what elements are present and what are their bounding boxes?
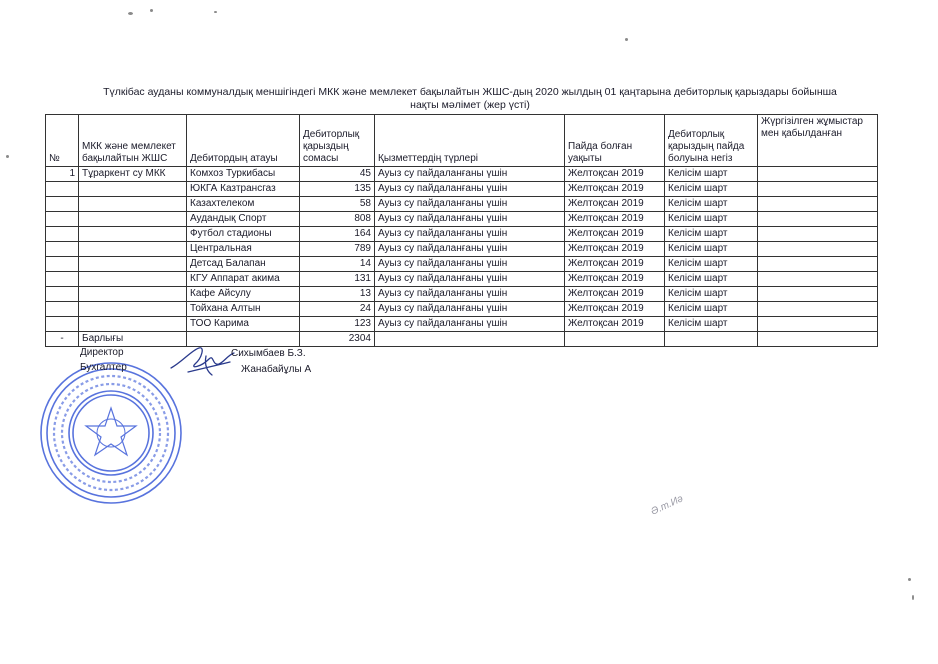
- cell-num: [46, 287, 79, 302]
- cell-date: Желтоқсан 2019: [565, 227, 665, 242]
- cell-date: Желтоқсан 2019: [565, 182, 665, 197]
- cell-work: [758, 302, 878, 317]
- cell-amount: 45: [300, 167, 375, 182]
- scan-speck: [912, 595, 914, 600]
- header-debtor: Дебитордың атауы: [187, 115, 300, 167]
- cell-amount: 14: [300, 257, 375, 272]
- director-signature: [168, 342, 238, 378]
- scan-speck: [128, 12, 133, 15]
- cell-basis: Келісім шарт: [665, 212, 758, 227]
- header-num: №: [46, 115, 79, 167]
- cell-date: Желтоқсан 2019: [565, 197, 665, 212]
- table-row: [46, 272, 878, 287]
- cell-org: [79, 197, 187, 212]
- cell-org: Тұраркент су МКК: [79, 167, 187, 182]
- header-services: Қызметтердің түрлері: [375, 115, 565, 167]
- cell-num: [46, 272, 79, 287]
- cell-work: [758, 242, 878, 257]
- table-row: [46, 257, 878, 272]
- total-empty: [758, 332, 878, 347]
- cell-date: Желтоқсан 2019: [565, 242, 665, 257]
- scan-speck: [908, 578, 911, 581]
- cell-services: Ауыз су пайдаланғаны үшін: [375, 197, 565, 212]
- cell-num: [46, 212, 79, 227]
- title-line-1: Түлкібас ауданы коммуналдық меншігіндегі МКК және мемлекет бақылайтын ЖШС-дың 2020 жылдың 01 қаңтарына дебиторлық қарыздары бойынша: [103, 86, 837, 98]
- cell-basis: Келісім шарт: [665, 257, 758, 272]
- table-row: [46, 182, 878, 197]
- cell-num: [46, 242, 79, 257]
- cell-amount: 789: [300, 242, 375, 257]
- cell-num: [46, 197, 79, 212]
- director-label: Директор: [80, 347, 124, 358]
- cell-amount: 135: [300, 182, 375, 197]
- cell-basis: Келісім шарт: [665, 167, 758, 182]
- cell-work: [758, 317, 878, 332]
- cell-work: [758, 167, 878, 182]
- cell-work: [758, 227, 878, 242]
- cell-services: Ауыз су пайдаланғаны үшін: [375, 212, 565, 227]
- cell-debtor: КГУ Аппарат акима: [187, 272, 300, 287]
- cell-date: Желтоқсан 2019: [565, 287, 665, 302]
- cell-basis: Келісім шарт: [665, 197, 758, 212]
- cell-debtor: Аудандық Спорт: [187, 212, 300, 227]
- cell-work: [758, 212, 878, 227]
- total-empty: [375, 332, 565, 347]
- cell-basis: Келісім шарт: [665, 317, 758, 332]
- accountant-name: Жанабайұлы А: [241, 364, 312, 375]
- cell-basis: Келісім шарт: [665, 242, 758, 257]
- cell-services: Ауыз су пайдаланғаны үшін: [375, 272, 565, 287]
- accountant-label: Бухгалтер: [80, 362, 127, 373]
- cell-num: [46, 182, 79, 197]
- total-label: Барлығы: [79, 332, 187, 347]
- cell-services: Ауыз су пайдаланғаны үшін: [375, 257, 565, 272]
- table-row: [46, 197, 878, 212]
- cell-num: [46, 257, 79, 272]
- document-title: [60, 86, 880, 112]
- scan-speck: [625, 38, 628, 41]
- cell-org: [79, 227, 187, 242]
- cell-amount: 58: [300, 197, 375, 212]
- header-work: Жүргізілген жұмыстар мен қабылданған: [758, 115, 878, 167]
- cell-amount: 164: [300, 227, 375, 242]
- cell-services: Ауыз су пайдаланғаны үшін: [375, 287, 565, 302]
- cell-org: [79, 272, 187, 287]
- scan-speck: [6, 155, 9, 158]
- cell-work: [758, 257, 878, 272]
- cell-amount: 123: [300, 317, 375, 332]
- cell-org: [79, 182, 187, 197]
- table-row: [46, 302, 878, 317]
- cell-amount: 24: [300, 302, 375, 317]
- cell-debtor: Детсад Балапан: [187, 257, 300, 272]
- cell-num: [46, 302, 79, 317]
- header-org: МКК және мемлекет бақылайтын ЖШС: [79, 115, 187, 167]
- cell-num: [46, 227, 79, 242]
- cell-org: [79, 257, 187, 272]
- cell-services: Ауыз су пайдаланғаны үшін: [375, 227, 565, 242]
- header-basis: Дебиторлық қарыздың пайда болуына негіз: [665, 115, 758, 167]
- table-header-row: [46, 115, 878, 167]
- table-row: [46, 212, 878, 227]
- cell-basis: Келісім шарт: [665, 287, 758, 302]
- cell-debtor: Футбол стадионы: [187, 227, 300, 242]
- header-date: Пайда болған уақыты: [565, 115, 665, 167]
- cell-date: Желтоқсан 2019: [565, 212, 665, 227]
- table-row: [46, 227, 878, 242]
- receivables-table: [45, 114, 878, 347]
- table-row: [46, 287, 878, 302]
- cell-date: Желтоқсан 2019: [565, 167, 665, 182]
- cell-services: Ауыз су пайдаланғаны үшін: [375, 317, 565, 332]
- scan-speck: [214, 11, 217, 13]
- cell-date: Желтоқсан 2019: [565, 272, 665, 287]
- cell-basis: Келісім шарт: [665, 272, 758, 287]
- title-line-2: нақты мәлімет (жер үсті): [410, 99, 530, 111]
- director-name: Сихымбаев Б.З.: [231, 348, 306, 359]
- total-amount: 2304: [300, 332, 375, 347]
- cell-work: [758, 182, 878, 197]
- cell-date: Желтоқсан 2019: [565, 257, 665, 272]
- cell-services: Ауыз су пайдаланғаны үшін: [375, 302, 565, 317]
- cell-org: [79, 317, 187, 332]
- cell-date: Желтоқсан 2019: [565, 317, 665, 332]
- cell-amount: 808: [300, 212, 375, 227]
- cell-basis: Келісім шарт: [665, 227, 758, 242]
- cell-amount: 131: [300, 272, 375, 287]
- cell-org: [79, 242, 187, 257]
- pencil-note: Ә.т.Иә: [649, 493, 685, 518]
- cell-debtor: Кафе Айсулу: [187, 287, 300, 302]
- table-row: [46, 167, 878, 182]
- cell-services: Ауыз су пайдаланғаны үшін: [375, 242, 565, 257]
- cell-org: [79, 287, 187, 302]
- cell-num: 1: [46, 167, 79, 182]
- cell-basis: Келісім шарт: [665, 182, 758, 197]
- cell-debtor: ТОО Карима: [187, 317, 300, 332]
- cell-debtor: Центральная: [187, 242, 300, 257]
- cell-debtor: Тойхана Алтын: [187, 302, 300, 317]
- cell-org: [79, 302, 187, 317]
- cell-amount: 13: [300, 287, 375, 302]
- cell-debtor: Казахтелеком: [187, 197, 300, 212]
- official-stamp: [36, 358, 186, 508]
- header-amount: Дебиторлық қарыздың сомасы: [300, 115, 375, 167]
- total-empty: [565, 332, 665, 347]
- cell-num: [46, 317, 79, 332]
- cell-date: Желтоқсан 2019: [565, 302, 665, 317]
- cell-work: [758, 287, 878, 302]
- cell-work: [758, 197, 878, 212]
- table-row: [46, 317, 878, 332]
- cell-services: Ауыз су пайдаланғаны үшін: [375, 167, 565, 182]
- cell-debtor: Комхоз Туркибасы: [187, 167, 300, 182]
- cell-org: [79, 212, 187, 227]
- total-num: -: [46, 332, 79, 347]
- cell-debtor: ЮКГА Казтрансгаз: [187, 182, 300, 197]
- scan-speck: [150, 9, 153, 12]
- cell-work: [758, 272, 878, 287]
- table-row: [46, 242, 878, 257]
- cell-services: Ауыз су пайдаланғаны үшін: [375, 182, 565, 197]
- total-empty: [665, 332, 758, 347]
- cell-basis: Келісім шарт: [665, 302, 758, 317]
